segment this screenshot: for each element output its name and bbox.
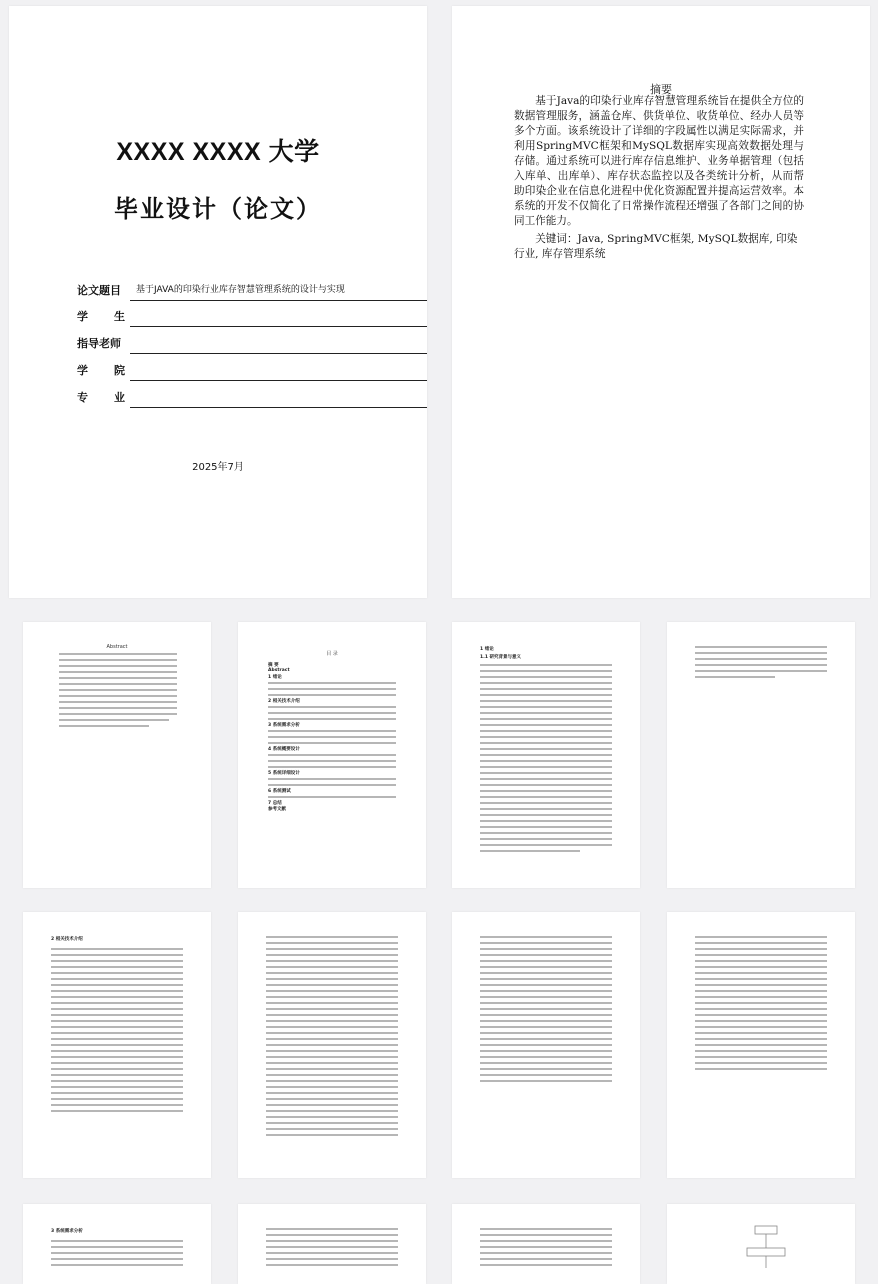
thumb-page-9[interactable] (667, 912, 855, 1178)
abstract-keywords: 关键词：Java, SpringMVC框架, MySQL数据库, 印染行业, 库存管理系统 (514, 233, 798, 260)
chapter-heading: 3 系统需求分析 (51, 1229, 83, 1234)
field-label: 专业 (77, 391, 151, 404)
abstract-title: 摘要 (650, 83, 672, 96)
field-underline (130, 353, 427, 354)
thumb-title: 目 录 (326, 651, 338, 657)
thumb-english-abstract[interactable] (23, 622, 211, 888)
thumb-chapter-3[interactable] (23, 1204, 211, 1284)
abstract-body: 基于Java的印染行业库存智慧管理系统旨在提供全方位的数据管理服务，涵盖仓库、供货单位、收货单位、经办人员等多个方面。该系统设计了详细的字段属性以满足实际需求，并利用SpringMVC框架和MySQL数据库实现高效数据处理与存储。通过系统可以进行库存信息维护、业务单据管理（包括入库单、出库单）、库存状态监控以及各类统计分析，从而帮助印染企业在信息化进程中优化资源配置并提高运营效率。本系统的开发不仅简化了日常操作流程还增强了各部门之间的协同工作能力。 (514, 95, 804, 227)
toc-item: 1 绪论 (268, 675, 282, 680)
abstract-page (452, 6, 870, 598)
thumb-page-12[interactable] (452, 1204, 640, 1284)
thumb-page-8[interactable] (452, 912, 640, 1178)
chapter-heading: 2 相关技术介绍 (51, 937, 83, 942)
thumb-title: Abstract (106, 644, 128, 650)
university-name: XXXX XXXX 大学 (116, 138, 320, 166)
field-underline (130, 326, 427, 327)
thumb-page-7[interactable] (238, 912, 426, 1178)
toc-item: 2 相关技术介绍 (268, 699, 300, 704)
flowchart-diagram (737, 1224, 797, 1274)
thumb-page-11[interactable] (238, 1204, 426, 1284)
thumb-chapter-1[interactable] (452, 622, 640, 888)
field-underline (130, 300, 427, 301)
thumb-toc[interactable] (238, 622, 426, 888)
field-label: 学院 (77, 364, 151, 377)
field-label: 论文题目 (77, 284, 121, 297)
thumb-page-13[interactable] (667, 1204, 855, 1284)
toc-item: 3 系统需求分析 (268, 723, 300, 728)
toc-item: 参考文献 (268, 807, 286, 812)
toc-item: 5 系统详细设计 (268, 771, 300, 776)
thesis-heading: 毕业设计（论文） (114, 195, 322, 223)
field-label: 指导老师 (77, 337, 121, 350)
field-underline (130, 380, 427, 381)
toc-item: 摘 要 (268, 663, 279, 668)
thumb-chapter-2[interactable] (23, 912, 211, 1178)
chapter-heading: 1 绪论 (480, 647, 494, 652)
field-label: 学生 (77, 310, 151, 323)
section-heading: 1.1 研究背景与意义 (480, 655, 522, 660)
field-underline (130, 407, 427, 408)
toc-item: 4 系统概要设计 (268, 747, 300, 752)
toc-item: Abstract (268, 668, 290, 673)
toc-item: 6 系统测试 (268, 789, 291, 794)
field-value: 基于JAVA的印染行业库存智慧管理系统的设计与实现 (136, 285, 345, 295)
cover-page (9, 6, 427, 598)
thumb-page-5[interactable] (667, 622, 855, 888)
toc-item: 7 总结 (268, 801, 282, 806)
cover-date: 2025年7月 (192, 462, 244, 473)
